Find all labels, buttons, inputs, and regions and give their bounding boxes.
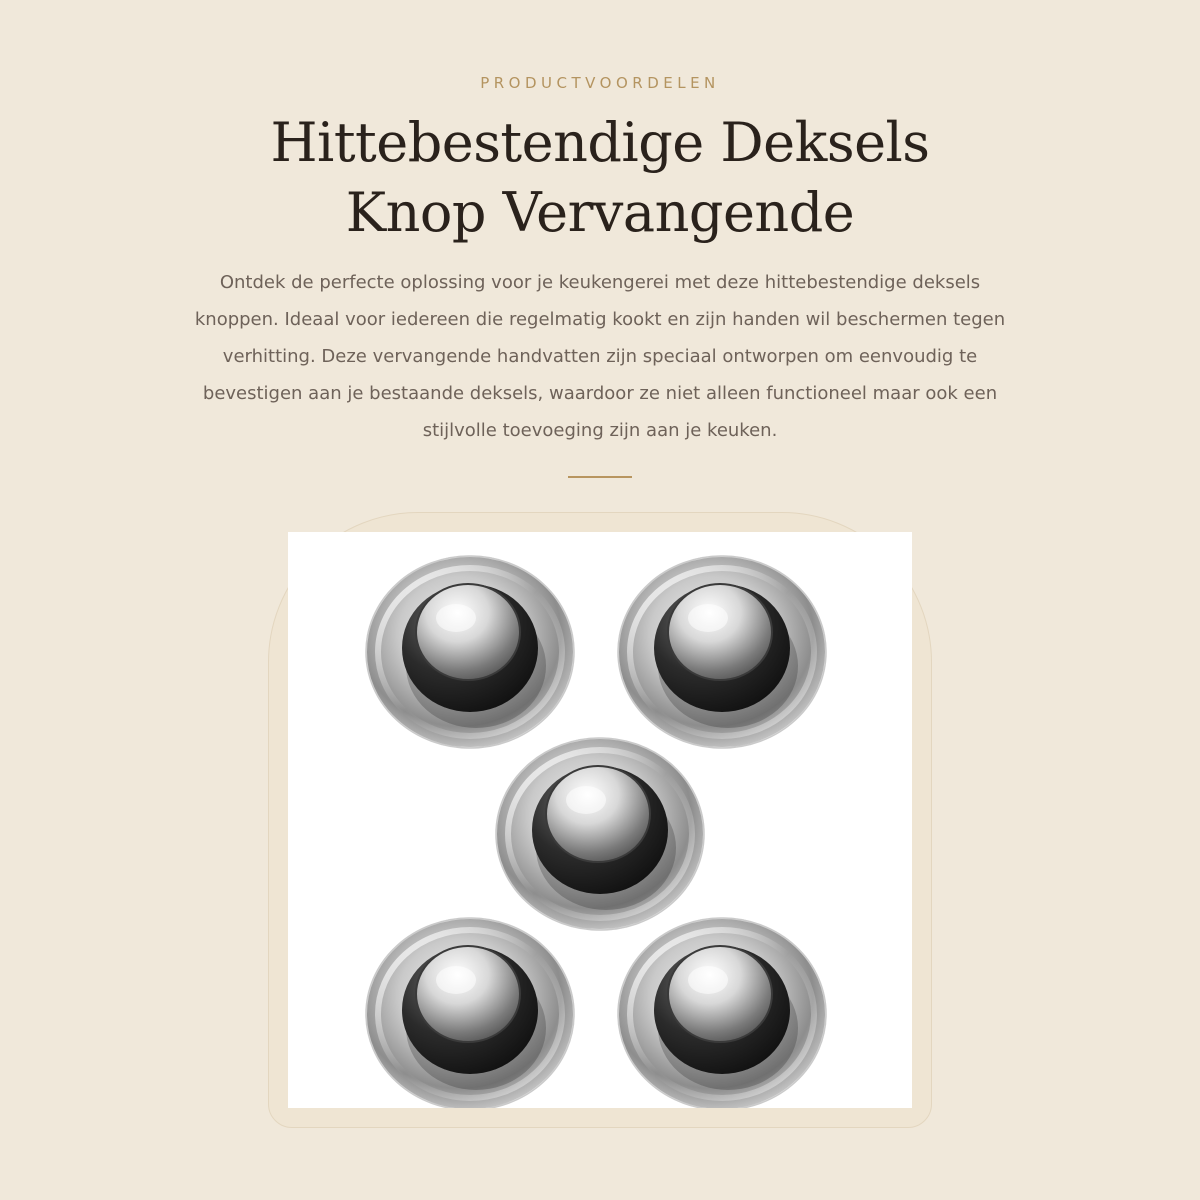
product-image (288, 532, 912, 1108)
section-eyebrow: PRODUCTVOORDELEN (480, 74, 720, 92)
lid-knob-bottom-right (618, 918, 826, 1108)
product-title-line-2: Knop Vervangende (345, 181, 855, 244)
section-divider (568, 476, 632, 478)
lid-knob-center (496, 738, 704, 930)
lid-knob-bottom-left (366, 918, 574, 1108)
lid-knob-top-right (618, 556, 826, 748)
product-description: Ontdek de perfecte oplossing voor je keukengerei met deze hittebestendige deksels knoppen. Ideaal voor iedereen die regelmatig kookt en zijn handen wil beschermen tegen verhitting. Deze vervangende handvatten zijn speciaal ontworpen om eenvoudig te bevestigen aan je bestaande deksels, waardoor ze niet alleen functioneel maar ook een stijlvolle toevoeging zijn aan je keuken. (194, 272, 1006, 441)
lid-knobs-illustration (288, 532, 912, 1108)
lid-knob-top-left (366, 556, 574, 748)
product-title (0, 108, 1200, 248)
product-title-line-1: Hittebestendige Deksels (270, 111, 930, 174)
